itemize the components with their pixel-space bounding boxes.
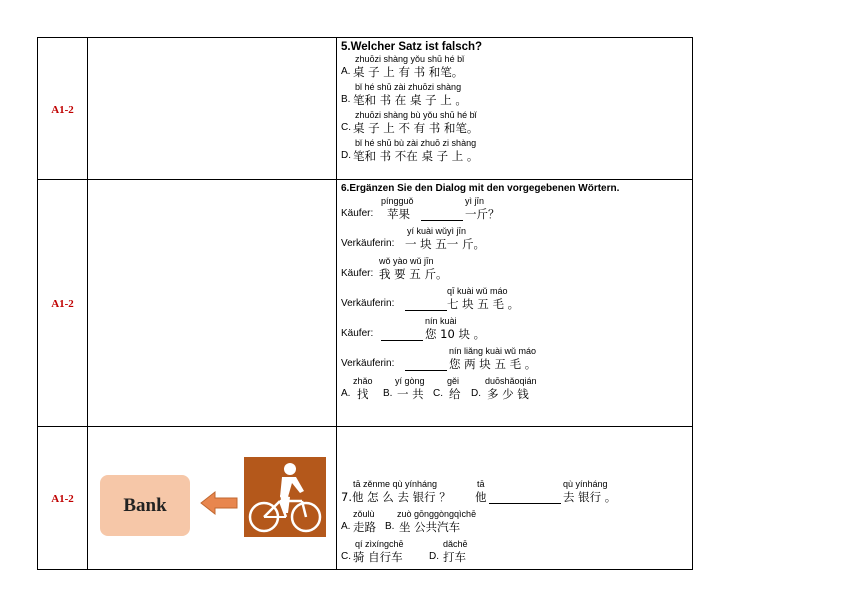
table-row bbox=[38, 38, 693, 180]
table-row bbox=[38, 180, 693, 427]
bank-label: Bank bbox=[123, 494, 167, 516]
dialog-hanzi: 您 10 块 。 bbox=[425, 327, 486, 341]
option-label: B. bbox=[385, 521, 395, 532]
dialog-pinyin: yì jīn bbox=[465, 196, 485, 206]
option-label: C. bbox=[341, 551, 351, 562]
dialog-hanzi: 我 要 五 斤。 bbox=[379, 267, 448, 281]
option-hanzi: 走路 bbox=[353, 520, 376, 534]
choice-pinyin: duōshǎoqián bbox=[485, 376, 537, 386]
dialog-hanzi: 一 块 五一 斤。 bbox=[405, 237, 485, 251]
dialog-line bbox=[341, 346, 692, 376]
dialog-pinyin: yí kuài wǔyì jīn bbox=[407, 226, 467, 236]
dialog-hanzi: 一斤？ bbox=[465, 207, 500, 221]
option-hanzi: 打车 bbox=[443, 550, 466, 564]
sentence-pinyin: qù yínháng bbox=[563, 479, 608, 489]
option-pinyin: bǐ hé shū bù zài zhuō zi shàng bbox=[355, 138, 477, 148]
answer-option bbox=[341, 82, 692, 110]
option-hanzi: 坐 公共汽车 bbox=[399, 520, 461, 534]
dialog-hanzi: 七 块 五 毛 。 bbox=[447, 297, 520, 311]
option-pinyin: zuò gōnggòngqìchē bbox=[397, 509, 477, 519]
question-cell bbox=[337, 180, 693, 427]
worksheet-table bbox=[37, 37, 693, 570]
option-label: B. bbox=[341, 94, 351, 105]
question-title: 5.Welcher Satz ist falsch? bbox=[341, 41, 483, 53]
table-row bbox=[38, 427, 693, 570]
dialog-line bbox=[341, 316, 692, 346]
option-pinyin: zhuōzi shàng yǒu shū hé bǐ bbox=[355, 54, 465, 64]
dialog-pinyin: nín kuài bbox=[425, 316, 457, 326]
choice-hanzi: 一 共 bbox=[397, 387, 424, 401]
cyclist-icon bbox=[244, 457, 326, 537]
sentence-hanzi: 7.他 怎 么 去 银行 ？ bbox=[341, 490, 451, 504]
choice-hanzi: 找 bbox=[357, 387, 369, 401]
question-cell bbox=[337, 427, 693, 570]
level-cell bbox=[38, 38, 88, 180]
option-hanzi: 骑 自行车 bbox=[353, 550, 403, 564]
option-hanzi: 笔和 书 在 桌 子 上 。 bbox=[353, 93, 467, 107]
option-label: A. bbox=[341, 66, 351, 77]
answer-option bbox=[341, 509, 692, 539]
answer-blank[interactable] bbox=[381, 340, 423, 341]
bank-sign bbox=[100, 475, 190, 536]
option-hanzi: 笔和 书 不在 桌 子 上 。 bbox=[353, 149, 479, 163]
level-cell bbox=[38, 180, 88, 427]
image-cell bbox=[88, 427, 337, 570]
level-label: A1-2 bbox=[51, 493, 74, 505]
option-pinyin: dǎchē bbox=[443, 539, 468, 549]
dialog-speaker: Verkäuferin: bbox=[341, 358, 395, 369]
level-label: A1-2 bbox=[51, 298, 74, 310]
dialog-line bbox=[341, 286, 692, 316]
choice-hanzi: 给 bbox=[449, 387, 461, 401]
option-hanzi: 桌 子 上 有 书 和笔。 bbox=[353, 65, 464, 79]
worksheet bbox=[37, 37, 687, 564]
level-cell bbox=[38, 427, 88, 570]
option-label: D. bbox=[429, 551, 439, 562]
choice-pinyin: gěi bbox=[447, 376, 460, 386]
choice-pinyin: yí gòng bbox=[395, 376, 425, 386]
image-cell bbox=[88, 38, 337, 180]
option-pinyin: zǒulù bbox=[353, 509, 375, 519]
choice-label: A. bbox=[341, 388, 351, 399]
option-hanzi: 桌 子 上 不 有 书 和笔。 bbox=[353, 121, 479, 135]
question-cell bbox=[337, 38, 693, 180]
answer-option bbox=[341, 138, 692, 166]
question-title: 6.Ergänzen Sie den Dialog mit den vorgegebenen Wörtern. bbox=[341, 183, 620, 194]
dialog-speaker: Käufer: bbox=[341, 208, 374, 219]
dialog-pinyin: píngguǒ bbox=[381, 196, 414, 206]
answer-blank[interactable] bbox=[421, 220, 463, 221]
option-pinyin: bǐ hé shū zài zhuōzi shàng bbox=[355, 82, 462, 92]
dialog-line bbox=[341, 196, 692, 226]
answer-blank[interactable] bbox=[405, 310, 447, 311]
image-cell bbox=[88, 180, 337, 427]
sentence-pinyin: tā zěnme qù yínháng bbox=[353, 479, 438, 489]
dialog-speaker: Käufer: bbox=[341, 328, 374, 339]
dialog-pinyin: wǒ yào wǔ jīn bbox=[379, 256, 434, 266]
question-sentence bbox=[341, 479, 692, 509]
answer-blank[interactable] bbox=[405, 370, 447, 371]
option-label: D. bbox=[341, 150, 351, 161]
dialog-hanzi: 苹果 bbox=[387, 207, 410, 221]
answer-blank[interactable] bbox=[489, 503, 561, 504]
choice-pinyin: zhǎo bbox=[353, 376, 373, 386]
level-label: A1-2 bbox=[51, 103, 74, 116]
arrow-left-icon bbox=[199, 490, 239, 516]
dialog-hanzi: 您 两 块 五 毛 。 bbox=[449, 357, 537, 371]
dialog-line bbox=[341, 256, 692, 286]
dialog-speaker: Verkäuferin: bbox=[341, 298, 395, 309]
dialog-pinyin: nín liǎng kuài wǔ máo bbox=[449, 346, 537, 356]
answer-option bbox=[341, 54, 692, 82]
dialog-line bbox=[341, 226, 692, 256]
sentence-hanzi: 他 bbox=[475, 490, 487, 504]
option-pinyin: qí zìxíngchē bbox=[355, 539, 404, 549]
sentence-hanzi: 去 银行 。 bbox=[563, 490, 617, 504]
option-pinyin: zhuōzi shàng bù yǒu shū hé bǐ bbox=[355, 110, 477, 120]
answer-option bbox=[341, 110, 692, 138]
sentence-pinyin: tā bbox=[477, 479, 485, 489]
choice-label: C. bbox=[433, 388, 443, 399]
choice-label: B. bbox=[383, 388, 393, 399]
option-label: A. bbox=[341, 521, 351, 532]
answer-option bbox=[341, 539, 692, 569]
dialog-speaker: Käufer: bbox=[341, 268, 374, 279]
choice-label: D. bbox=[471, 388, 481, 399]
dialog-speaker: Verkäuferin: bbox=[341, 238, 395, 249]
option-label: C. bbox=[341, 122, 351, 133]
word-choices bbox=[341, 376, 692, 404]
choice-hanzi: 多 少 钱 bbox=[487, 387, 529, 401]
dialog-pinyin: qī kuài wǔ máo bbox=[447, 286, 508, 296]
